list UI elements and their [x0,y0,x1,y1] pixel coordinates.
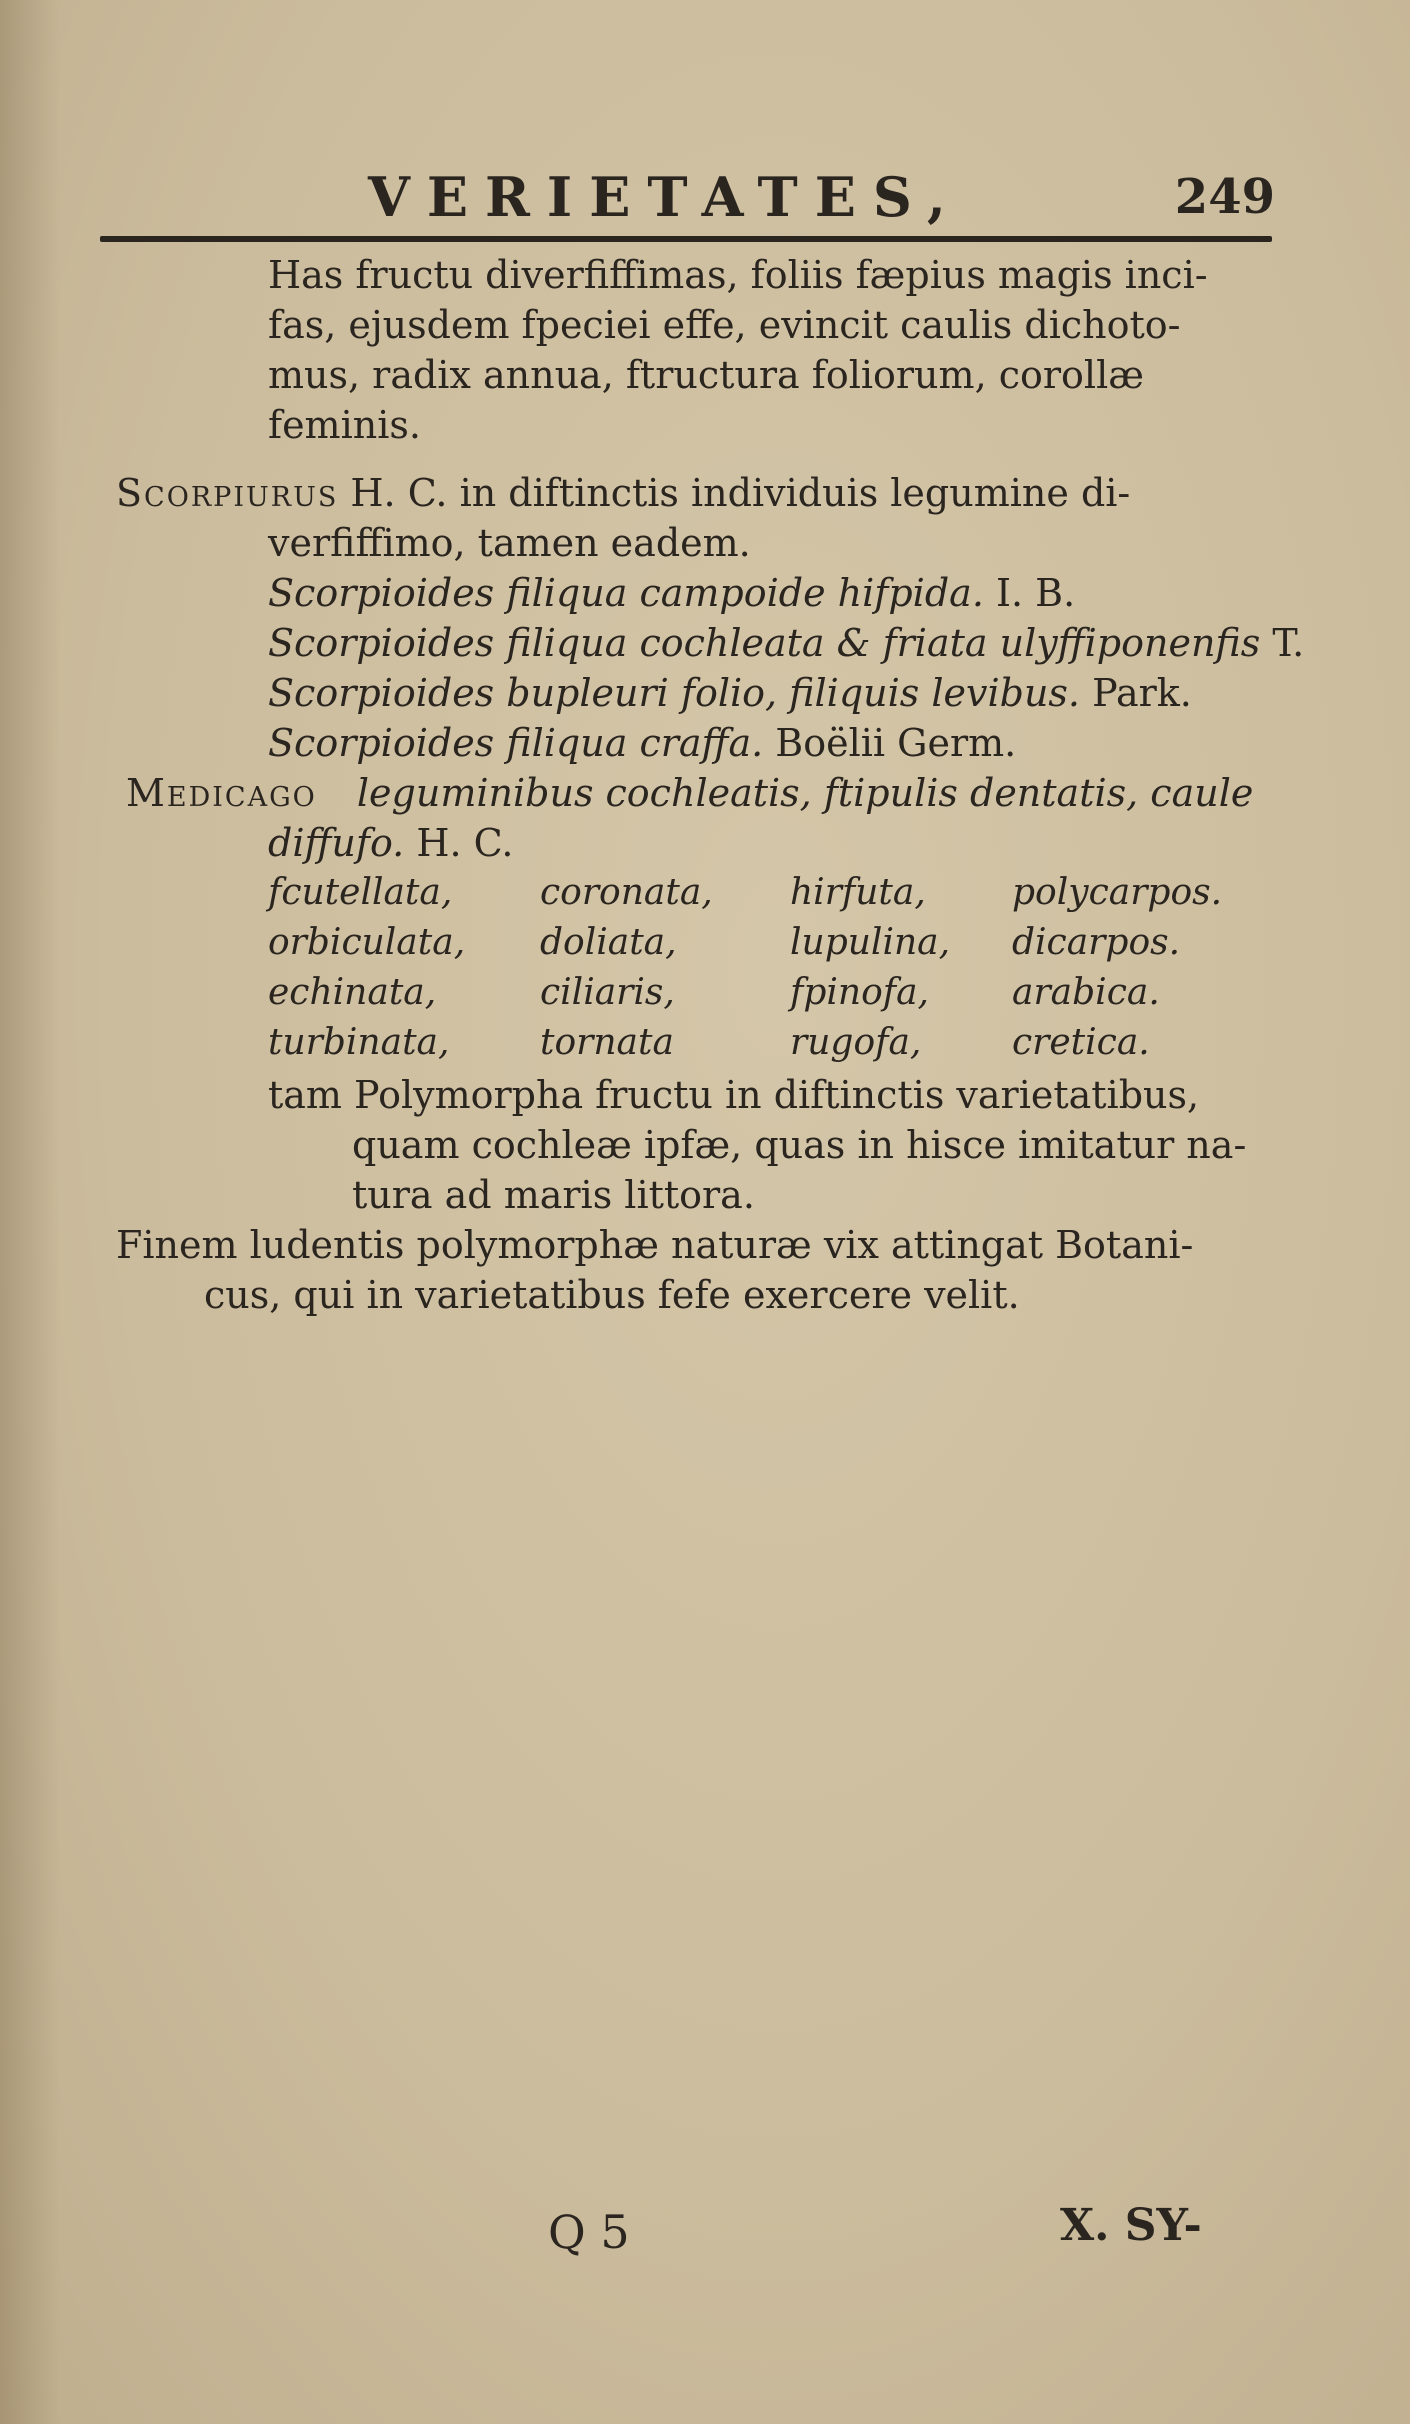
table-cell: tornata [540,1022,674,1063]
scorpiurus-line-1-rest: H. C. in diftinctis individuis legumine di- [338,471,1131,515]
scorpiurus-head: Scorpiurus [116,471,339,515]
page-number: 249 [1174,169,1275,225]
table-cell: arabica. [1012,972,1160,1013]
table-cell: polycarpos. [1012,872,1223,913]
synonym-3-text: Scorpioides bupleuri folio, filiquis levibus. [268,671,1081,715]
synonym-1-text: Scorpioides filiqua campoide hifpida. [268,571,984,615]
medicago-line-1-rest: leguminibus cochleatis, ftipulis dentatis, caule [356,771,1254,815]
synonym-2-author: T. [1260,621,1305,665]
table-cell: dicarpos. [1012,922,1181,963]
medicago-line-1 [126,768,1253,818]
table-cell: coronata, [540,872,713,913]
finem-line-2: cus, qui in varietatibus fefe exercere velit. [204,1273,1020,1317]
table-cell: cretica. [1012,1022,1150,1063]
synonym-2 [268,618,1304,668]
para1-line-4: feminis. [268,403,421,447]
table-cell: turbinata, [268,1022,450,1063]
table-cell: doliata, [540,922,677,963]
finem-line-1: Finem ludentis polymorphæ naturæ vix attingat Botani- [116,1223,1194,1267]
para1-line-2: fas, ejusdem fpeciei effe, evincit caulis dichoto- [268,303,1181,347]
synonym-1 [268,568,1075,618]
closing-line-3: tura ad maris littora. [352,1173,755,1217]
para1-line-1: Has fructu diverfiffimas, foliis fæpius magis inci- [268,253,1208,297]
page-header [100,155,1275,229]
table-cell: orbiculata, [268,922,466,963]
closing-line-1: tam Polymorpha fructu in diftinctis varietatibus, [268,1073,1200,1117]
medicago-line-2 [268,818,513,868]
header-rule [100,236,1272,242]
running-title: VERIETATES, [368,165,963,229]
synonym-4 [268,718,1016,768]
synonym-4-text: Scorpioides filiqua craffa. [268,721,764,765]
synonym-3 [268,668,1192,718]
medicago-line-2-author: H. C. [404,821,514,865]
table-cell: fcutellata, [268,872,453,913]
medicago-head: Medicago [126,771,317,815]
synonym-4-author: Boëlii Germ. [763,721,1017,765]
table-cell: rugofa, [790,1022,922,1063]
table-cell: ciliaris, [540,972,675,1013]
scorpiurus-line-2: verfiffimo, tamen eadem. [268,521,751,565]
scorpiurus-line-1 [116,468,1130,518]
medicago-line-2-italic: diffufo. [268,821,405,865]
catchword: X. SY- [1060,2200,1202,2251]
signature-mark: Q 5 [548,2205,630,2259]
table-cell: lupulina, [790,922,951,963]
para1-line-3: mus, radix annua, ftructura foliorum, corollæ [268,353,1144,397]
synonym-2-text: Scorpioides filiqua cochleata & friata ulyffiponenfis [268,621,1261,665]
synonym-1-author: I. B. [983,571,1076,615]
table-cell: hirfuta, [790,872,926,913]
table-cell: fpinofa, [790,972,929,1013]
page-edge-shadow [0,0,60,2424]
synonym-3-author: Park. [1080,671,1192,715]
table-cell: echinata, [268,972,437,1013]
closing-line-2: quam cochleæ ipfæ, quas in hisce imitatur na- [352,1123,1247,1167]
